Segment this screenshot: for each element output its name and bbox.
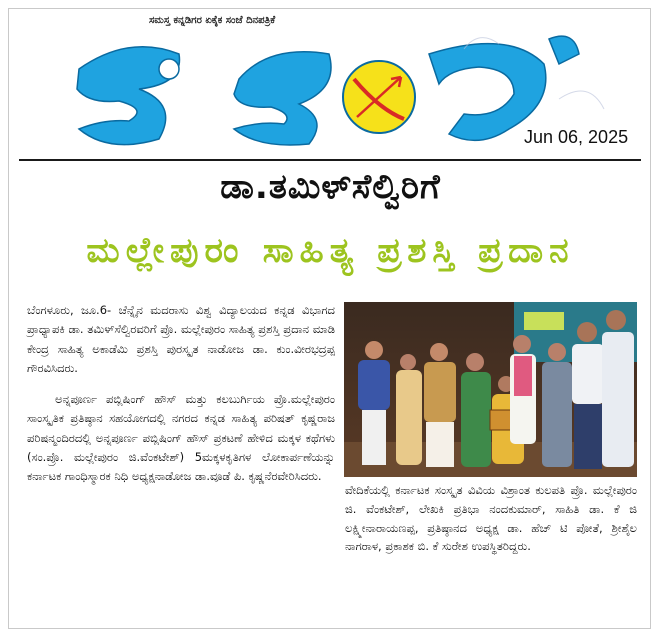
masthead <box>9 9 652 159</box>
photo-caption-block <box>345 481 637 556</box>
article-paragraph-1: ಬೆಂಗಳೂರು, ಜೂ.6- ಚೆನ್ನೈನ ಮದರಾಸು ವಿಶ್ವ ವಿದ್ಯಾಲಯದ ಕನ್ನಡ ವಿಭಾಗದ ಪ್ರಾಧ್ಯಾಪಕಿ ಡಾ. ತಮಿಳ್‌ಸೆಲ್ವಿರವರಿಗೆ ಪ್ರೊ. ಮಲ್ಲೇಪುರಂ ಸಾಹಿತ್ಯ ಪ್ರಶಸ್ತಿ ಪ್ರದಾನ ಮಾಡಿ ಕೇಂದ್ರ ಸಾಹಿತ್ಯ ಅಕಾಡೆಮಿ ಪ್ರಶಸ್ತಿ ಪುರಸ್ಕೃತ ನಾಡೋಜ ಡಾ. ಕುಂ.ವೀರಭದ್ರಪ್ಪ ಗೌರವಿಸಿದರು. <box>27 303 335 375</box>
newspaper-clipping <box>8 8 651 629</box>
article-headline: ಡಾ.ತಮಿಳ್‌ಸೆಲ್ವಿರಿಗೆ <box>220 167 441 207</box>
photo-caption: ವೇದಿಕೆಯಲ್ಲಿ ಕರ್ನಾಟಕ ಸಂಸ್ಕೃತ ವಿವಿಯ ವಿಶ್ರಾಂತ ಕುಲಪತಿ ಪ್ರೊ. ಮಲ್ಲೇಪುರಂ ಜಿ. ವೆಂಕಟೇಶ್, ಲೇಖಕಿ ಪ್ರತಿಭಾ ನಂದಕುಮಾರ್, ಸಾಹಿತಿ ಡಾ. ಕೆ ಜಿ ಲಕ್ಷ್ಮೀನಾರಾಯಣಪ್ಪ, ಪ್ರತಿಷ್ಠಾನದ ಅಧ್ಯಕ್ಷ ಡಾ. ಹೆಚ್ ಟಿ ಪೋತೆ, ಶ್ರೀಶೈಲ ನಾಗರಾಳ, ಪ್ರಕಾಶಕ ಬಿ. ಕೆ ಸುರೇಶ ಉಪಸ್ಥಿತರಿದ್ದರು. <box>345 483 637 554</box>
event-photo-illustration <box>344 302 637 477</box>
logo-wordmark-shape <box>77 36 579 145</box>
article-paragraph-2: ಅನ್ನಪೂರ್ಣ ಪಬ್ಲಿಷಿಂಗ್ ಹೌಸ್ ಮತ್ತು ಕಲಬುರ್ಗಿಯ ಪ್ರೊ.ಮಲ್ಲೇಪುರಂ ಸಾಂಸ್ಕೃತಿಕ ಪ್ರತಿಷ್ಠಾನ ಸಹಯೋಗದಲ್ಲಿ ನಗರದ ಕನ್ನಡ ಸಾಹಿತ್ಯ ಪರಿಷತ್ ಕೃಷ್ಣರಾಜ ಪರಿಷನ್ಮಂದಿರದಲ್ಲಿ ಅನ್ನಪೂರ್ಣ ಪಬ್ಲಿಷಿಂಗ್ ಹೌಸ್ ಪ್ರಕಟಣೆ ಹೇಳಿದ ಮಕ್ಕಳ ಕಥೆಗಳು (ಸಂ.ಪ್ರೊ. ಮಲ್ಲೇಪುರಂ ಜಿ.ವೆಂಕಟೇಶ್) 5ಮಕ್ಕಳಕೃತಿಗಳ ಲೋಕಾರ್ಪಣೆಯನ್ನು ಕರ್ನಾಟಕ ಗಾಂಧಿಸ್ಮಾರಕ ನಿಧಿ ಅಧ್ಯಕ್ಷನಾಡೋಜ ಡಾ.ವೂಡೆ ಪಿ. ಕೃಷ್ಣನೆರವೇರಿಸಿದರು. <box>27 392 335 484</box>
article-body <box>27 301 335 499</box>
header-divider <box>19 159 641 161</box>
sun-emblem <box>343 61 415 133</box>
article-subheadline: ಮಲ್ಲೇಪುರಂ ಸಾಹಿತ್ಯ ಪ್ರಶಸ್ತಿ ಪ್ರದಾನ <box>86 231 575 271</box>
event-photo <box>344 302 637 477</box>
masthead-tagline: ಸಮಸ್ತ ಕನ್ನಡಿಗರ ಏಕೈಕ ಸಂಜೆ ದಿನಪತ್ರಿಕೆ <box>149 15 276 26</box>
publication-date: Jun 06, 2025 <box>524 127 629 147</box>
